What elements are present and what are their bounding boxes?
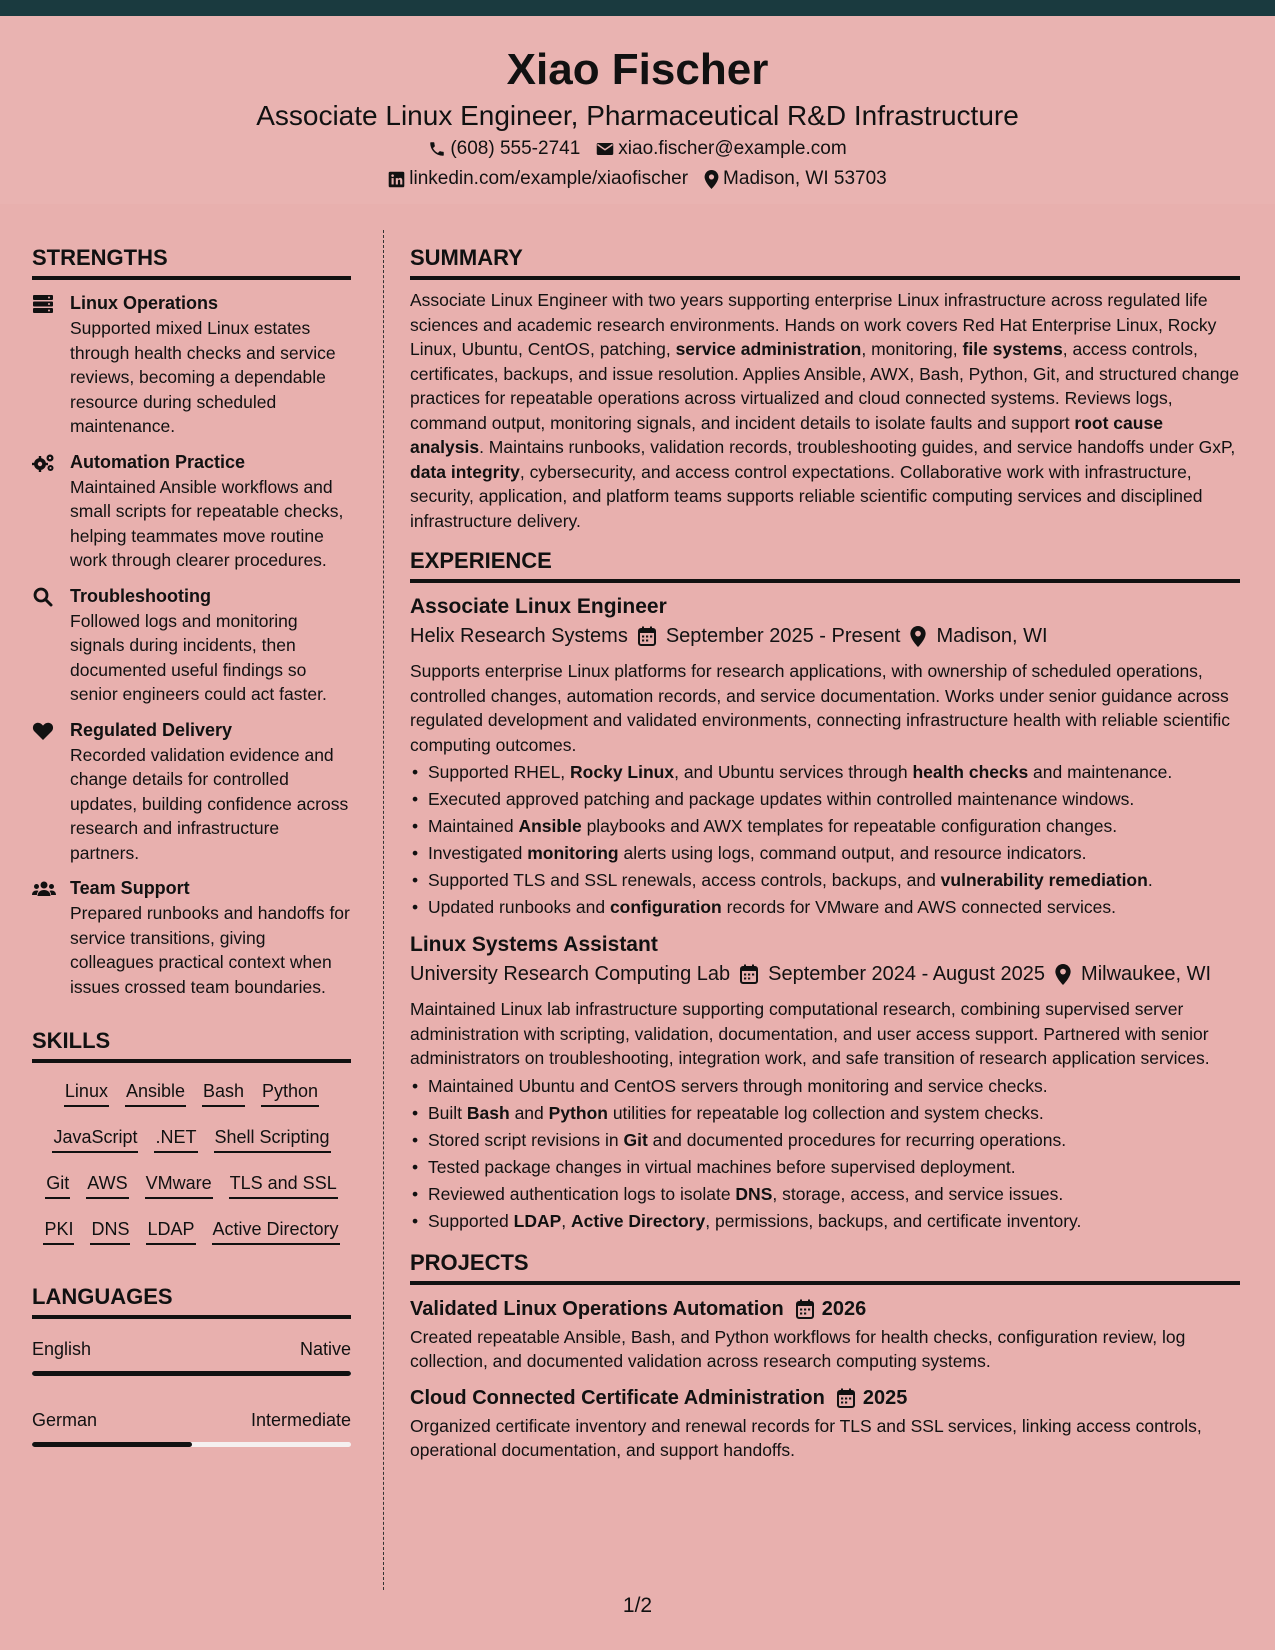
job-company: Helix Research Systems: [410, 625, 628, 647]
language-level: Native: [299, 1339, 351, 1359]
bullet-item: • Executed approved patching and package updates within controlled maintenance windows.: [410, 786, 1240, 813]
job-description: Maintained Linux lab infrastructure supporting computational research, combining supervised server administration with scripting, validation, documentation, and user access support. Partnered with senior administrators on troubleshooting, integration work, and safe transition of research application services.: [410, 999, 1210, 1068]
project-year: 2026: [821, 1297, 867, 1320]
language-name: English: [32, 1339, 92, 1359]
language-proficiency-bar: [32, 1442, 351, 1447]
strength-desc: Supported mixed Linux estates through health checks and service reviews, becoming a dependable resource during scheduled maintenance.: [70, 318, 336, 436]
phone-contact: [428, 134, 580, 164]
experience-heading: EXPERIENCE: [410, 547, 1240, 583]
summary-section: [410, 244, 1240, 533]
right-column: [410, 244, 1240, 1463]
bullet-item: • Built Bash and Python utilities for repeatable log collection and system checks.: [410, 1100, 1240, 1127]
column-divider: [383, 230, 384, 1590]
location-text: Madison, WI 53703: [723, 168, 887, 189]
experience-section: [410, 547, 1240, 1235]
job-description: Supports enterprise Linux platforms for research applications, with ownership of scheduled operations, controlled changes, automation records, and service documentation. Works under senior guidance across regulated development and validated environments, connecting infrastructure health with reliable scientific computing outcomes.: [410, 661, 1231, 755]
map-pin-icon: [704, 170, 719, 189]
linkedin-contact[interactable]: [388, 164, 688, 194]
bullet-item: • Supported LDAP, Active Directory, permissions, backups, and certificate inventory.: [410, 1208, 1240, 1235]
gears-icon: [32, 453, 56, 473]
envelope-icon: [596, 141, 614, 157]
contact-row-2: [0, 164, 1275, 194]
phone-icon: [428, 140, 446, 158]
language-proficiency-bar: [32, 1371, 351, 1376]
skills-section: [32, 1027, 351, 1255]
strength-title: Troubleshooting: [70, 585, 211, 606]
strength-desc: Followed logs and monitoring signals during incidents, then documented useful findings so senior engineers could act faster.: [70, 610, 327, 704]
contact-row-1: [0, 134, 1275, 164]
projects-heading: PROJECTS: [410, 1249, 1240, 1285]
skill-tag: Git: [45, 1171, 70, 1199]
bullet-item: • Supported TLS and SSL renewals, access controls, backups, and vulnerability remediation.: [410, 867, 1240, 894]
candidate-title: Associate Linux Engineer, Pharmaceutical R&D Infrastructure: [256, 100, 1019, 131]
calendar-icon: [638, 626, 656, 646]
skill-tag: Active Directory: [212, 1217, 340, 1245]
server-icon: [32, 294, 56, 314]
skill-tag: Linux: [64, 1079, 109, 1107]
language-proficiency-fill: [32, 1371, 351, 1376]
strength-desc: Maintained Ansible workflows and small scripts for repeatable checks, helping teammates move routine work through clearer procedures.: [70, 476, 344, 570]
job-meta: [410, 959, 1240, 989]
language-name: German: [32, 1410, 98, 1430]
languages-heading: LANGUAGES: [32, 1283, 351, 1319]
job-bullets: [410, 759, 1240, 921]
strength-item: [32, 717, 351, 866]
skill-tag: DNS: [90, 1217, 130, 1245]
summary-heading: SUMMARY: [410, 244, 1240, 280]
job-title: Associate Linux Engineer: [410, 595, 667, 618]
page-number: 1/2: [622, 1594, 653, 1617]
languages-section: [32, 1283, 351, 1447]
skill-tag: AWS: [86, 1171, 128, 1199]
bullet-item: • Investigated monitoring alerts using logs, command output, and resource indicators.: [410, 840, 1240, 867]
linkedin-icon: [388, 171, 405, 188]
calendar-icon: [740, 964, 758, 984]
bullet-item: • Tested package changes in virtual machines before supervised deployment.: [410, 1154, 1240, 1181]
strength-title: Linux Operations: [70, 293, 219, 313]
skills-heading: SKILLS: [32, 1027, 351, 1063]
skill-tag: Bash: [202, 1079, 245, 1107]
search-icon: [32, 587, 56, 607]
skill-tag: VMware: [145, 1171, 213, 1199]
project-description: Organized certificate inventory and renewal records for TLS and SSL services, linking access controls, operational documentation, and support handoffs.: [410, 1415, 1202, 1460]
job-meta: [410, 621, 1240, 651]
skill-tag: TLS and SSL: [229, 1171, 338, 1199]
strengths-heading: STRENGTHS: [32, 244, 351, 280]
map-pin-icon: [910, 626, 926, 647]
job-bullets: [410, 1073, 1240, 1235]
strength-title: Automation Practice: [70, 451, 246, 472]
job-company: University Research Computing Lab: [410, 963, 731, 985]
strength-title: Team Support: [70, 878, 190, 898]
bullet-item: • Supported RHEL, Rocky Linux, and Ubuntu services through health checks and maintenance.: [410, 759, 1240, 786]
phone-number: (608) 555-2741: [450, 138, 581, 159]
project-entry: [410, 1384, 1240, 1463]
skill-tag: Shell Scripting: [214, 1125, 331, 1153]
heart-icon: [32, 721, 56, 741]
job-entry: [410, 593, 1240, 921]
job-dates: September 2025 - Present: [665, 625, 901, 647]
skills-list: [32, 1063, 351, 1255]
calendar-icon: [796, 1299, 814, 1319]
job-title: Linux Systems Assistant: [410, 933, 658, 956]
bullet-item: • Stored script revisions in Git and documented procedures for recurring operations.: [410, 1127, 1240, 1154]
project-title: Validated Linux Operations Automation: [410, 1297, 784, 1320]
job-location: Madison, WI: [936, 625, 1048, 647]
project-description: Created repeatable Ansible, Bash, and Python workflows for health checks, configuration review, log collection, and documented validation across research computing systems.: [410, 1326, 1186, 1371]
map-pin-icon: [1055, 964, 1071, 985]
bullet-item: • Maintained Ansible playbooks and AWX templates for repeatable configuration changes.: [410, 813, 1240, 840]
linkedin-url[interactable]: linkedin.com/example/xiaofischer: [409, 168, 689, 189]
language-level: Intermediate: [250, 1410, 351, 1430]
skill-tag: .NET: [154, 1125, 197, 1153]
strength-item: [32, 290, 351, 439]
strength-item: [32, 449, 351, 573]
strength-item: [32, 875, 351, 999]
skill-tag: Python: [261, 1079, 319, 1107]
candidate-name: Xiao Fischer: [506, 45, 769, 94]
language-item: [32, 1337, 351, 1376]
bullet-item: • Reviewed authentication logs to isolate DNS, storage, access, and service issues.: [410, 1181, 1240, 1208]
job-location: Milwaukee, WI: [1081, 963, 1212, 985]
strength-desc: Prepared runbooks and handoffs for service transitions, giving colleagues practical context when issues crossed team boundaries.: [70, 903, 350, 997]
project-title: Cloud Connected Certificate Administration: [410, 1386, 825, 1409]
skill-tag: LDAP: [146, 1217, 195, 1245]
strength-desc: Recorded validation evidence and change details for controlled updates, building confidence across research and infrastructure partners.: [70, 744, 349, 863]
strength-item: [32, 583, 351, 707]
location-contact: [704, 164, 887, 194]
email-address[interactable]: xiao.fischer@example.com: [618, 138, 847, 159]
strength-title: Regulated Delivery: [70, 719, 233, 740]
skill-tag: Ansible: [125, 1079, 186, 1107]
users-icon: [32, 879, 56, 899]
summary-text: Associate Linux Engineer with two years supporting enterprise Linux infrastructure across regulated life sciences and academic research environments. Hands on work covers Red Hat Enterprise Linux, Rocky Linux, Ubuntu, CentOS, patching, service administration, monitoring, file systems, access controls, certificates, backups, and issue resolution. Applies Ansible, AWX, Bash, Python, Git, and structured change practices for repeatable operations across virtualized and cloud connected systems. Reviews logs, command output, monitoring signals, and incident details to isolate faults and support root cause analysis. Maintains runbooks, validation records, troubleshooting guides, and service handoffs under GxP, data integrity, cybersecurity, and access control expectations. Collaborative work with infrastructure, security, application, and platform teams supports reliable scientific computing services and disciplined infrastructure delivery.: [410, 290, 1240, 531]
job-dates: September 2024 - August 2025: [768, 963, 1046, 985]
calendar-icon: [837, 1388, 855, 1408]
top-accent-bar: [0, 0, 1275, 16]
skill-tag: JavaScript: [52, 1125, 138, 1153]
resume-header: [0, 16, 1275, 204]
job-entry: [410, 931, 1240, 1235]
language-proficiency-fill: [32, 1442, 192, 1447]
projects-section: [410, 1249, 1240, 1463]
project-year: 2025: [862, 1386, 908, 1409]
skill-tag: PKI: [43, 1217, 74, 1245]
left-column: [32, 244, 351, 1447]
language-item: [32, 1408, 351, 1447]
project-entry: [410, 1295, 1240, 1374]
bullet-item: • Updated runbooks and configuration records for VMware and AWS connected services.: [410, 894, 1240, 921]
strengths-section: [32, 244, 351, 999]
email-contact[interactable]: [596, 134, 846, 164]
bullet-item: • Maintained Ubuntu and CentOS servers through monitoring and service checks.: [410, 1073, 1240, 1100]
